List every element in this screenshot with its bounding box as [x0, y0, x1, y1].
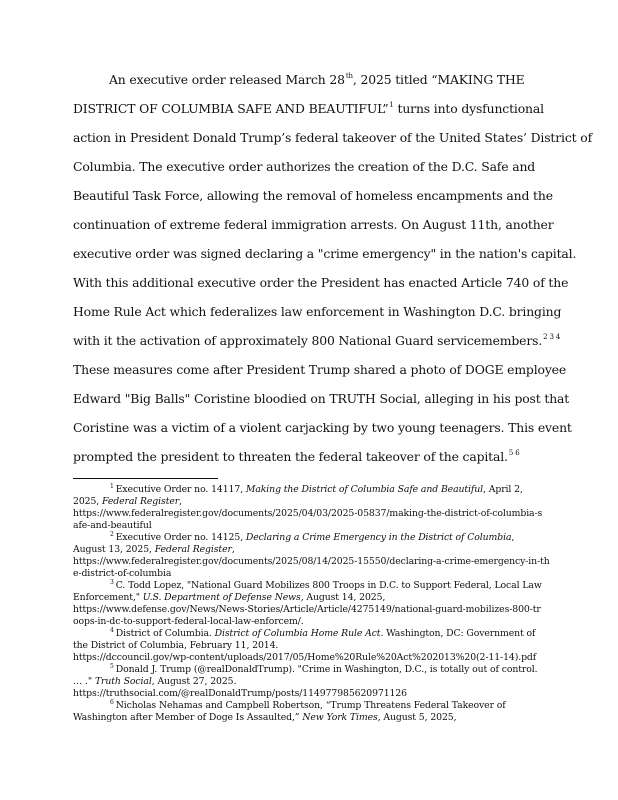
- document-page: An executive order released March 28th, 2025 titled “MAKING THE DISTRICT OF COLUMBIA SAFE AND BEAUTIFUL”$^1$ turns into dysfunctional action in President Donald Trump’s federal takeover of the United States’ District of Columbia. The executive order authorizes the creation of the D.C. Safe and Beautiful Task Force, allowing the removal of homeless encampments and the continuation of extreme federal immigration arrests. On August 11th, another executive order was signed declaring a "crime emergency" in the nation's capital. With this additional executive order the President has enacted Article 740 of the Home Rule Act which federalizes law enforcement in Washington D.C. bringing with it the activation of approximately 800 National Guard servicemembers.$^{2 3 4}$ These measures come after President Trump shared a photo of DOGE employee Edward "Big Balls" Coristine bloodied on TRUTH Social, alleging in his post that Coristine was a victim of a violent carjacking by two young teenagers. This event prompted the president to threaten the federal takeover of the capital.$^{5 6}$ $^1$ Executive Order no. 14117, Making the District of Columbia Safe and Beautiful, April 2, 2025, Federal Register, https://www.federalregister.gov/documents/2025/04/03/2025-05837/making-the-district-of-columbia-s afe-and-beautiful $^2$ Executive Order no. 14125, Declaring a Crime Emergency in the District of Columbia, August 13, 2025, Federal Register, https://www.federalregister.gov/documents/2025/08/14/2025-15550/declaring-a-crime-emergency-in-th e-district-of-columbia $^3$ C. Todd Lopez, "National Guard Mobilizes 800 Troops in D.C. to Support Federal, Local Law Enforcement," U.S. Department of Defense News, August 14, 2025, https://www.defense.gov/News/News-Stories/Article/Article/4275149/national-guard-mobilizes-800-tr oops-in-dc-to-support-federal-local-law-enforcem/. $^4$ District of Columbia. District of Columbia Home Rule Act. Washington, DC: Government of the District of Columbia, February 11, 2014. https://dccouncil.gov/wp-content/uploads/2017/05/Home%20Rule%20Act%202013%20(2-11-14).pdf $^5$ Donald J. Trump (@realDonaldTrump). "Crime in Washington, D.C., is totally out of control. … ." Truth Social, August 27, 2025. https://truthsocial.com/@realDonaldTrump/posts/114977985620971126 $^6$ Nicholas Nehamas and Campbell Robertson, “Trump Threatens Federal Takeover of Washington after Member of Doge Is Assaulted,” New York Times, August 5, 2025,: [0, 0, 618, 800]
- body-line: executive order was signed declaring a "crime emergency" in the nation's capital.: [73, 246, 577, 261]
- body-line: Edward "Big Balls" Coristine bloodied on TRUTH Social, alleging in his post that: [73, 391, 570, 406]
- footnote-separator: [73, 478, 218, 479]
- footnote-url[interactable]: oops-in-dc-to-support-federal-local-law-enforcem/.: [73, 616, 304, 627]
- body-line: With this additional executive order the President has enacted Article 740 of the: [73, 275, 569, 290]
- footnote-url[interactable]: https://www.federalregister.gov/documents/2025/04/03/2025-05837/making-the-district-of-columbia-s: [73, 508, 543, 519]
- body-line: Beautiful Task Force, allowing the removal of homeless encampments and the: [73, 188, 553, 203]
- body-line: prompted the president to threaten the federal takeover of the capital.$^{5 6}$: [73, 449, 520, 464]
- footnote-url[interactable]: afe-and-beautiful: [73, 520, 152, 531]
- body-line: DISTRICT OF COLUMBIA SAFE AND BEAUTIFUL”$^1$ turns into dysfunctional: [73, 101, 544, 116]
- footnote-url[interactable]: https://dccouncil.gov/wp-content/uploads/2017/05/Home%20Rule%20Act%202013%20(2-11-14).pdf: [73, 652, 537, 663]
- footnote-ref-1[interactable]: 1: [389, 101, 394, 109]
- body-line: These measures come after President Trump shared a photo of DOGE employee: [73, 362, 567, 377]
- body-line: with it the activation of approximately 800 National Guard servicemembers.$^{2 3 4}$: [73, 333, 561, 348]
- footnote-refs-5-6[interactable]: 5 6: [508, 449, 520, 457]
- footnote-refs-2-3-4[interactable]: 2 3 4: [543, 333, 561, 341]
- body-line: continuation of extreme federal immigration arrests. On August 11th, another: [73, 217, 554, 232]
- footnote-url[interactable]: https://truthsocial.com/@realDonaldTrump/posts/114977985620971126: [73, 688, 407, 699]
- body-line: Coristine was a victim of a violent carjacking by two young teenagers. This event: [73, 420, 572, 435]
- body-line: Home Rule Act which federalizes law enforcement in Washington D.C. bringing: [73, 304, 562, 319]
- footnote-url[interactable]: e-district-of-columbia: [73, 568, 172, 579]
- body-line: An executive order released March 28th, 2025 titled “MAKING THE: [109, 72, 525, 87]
- footnote-url[interactable]: https://www.federalregister.gov/documents/2025/08/14/2025-15550/declaring-a-crime-emergency-in-th: [73, 556, 550, 567]
- superscript-ordinal: th: [345, 72, 353, 80]
- body-line: Columbia. The executive order authorizes the creation of the D.C. Safe and: [73, 159, 536, 174]
- footnote-url[interactable]: https://www.defense.gov/News/News-Stories/Article/Article/4275149/national-guard-mobilizes-800-tr: [73, 604, 541, 615]
- body-line: action in President Donald Trump’s federal takeover of the United States’ District of: [73, 130, 593, 145]
